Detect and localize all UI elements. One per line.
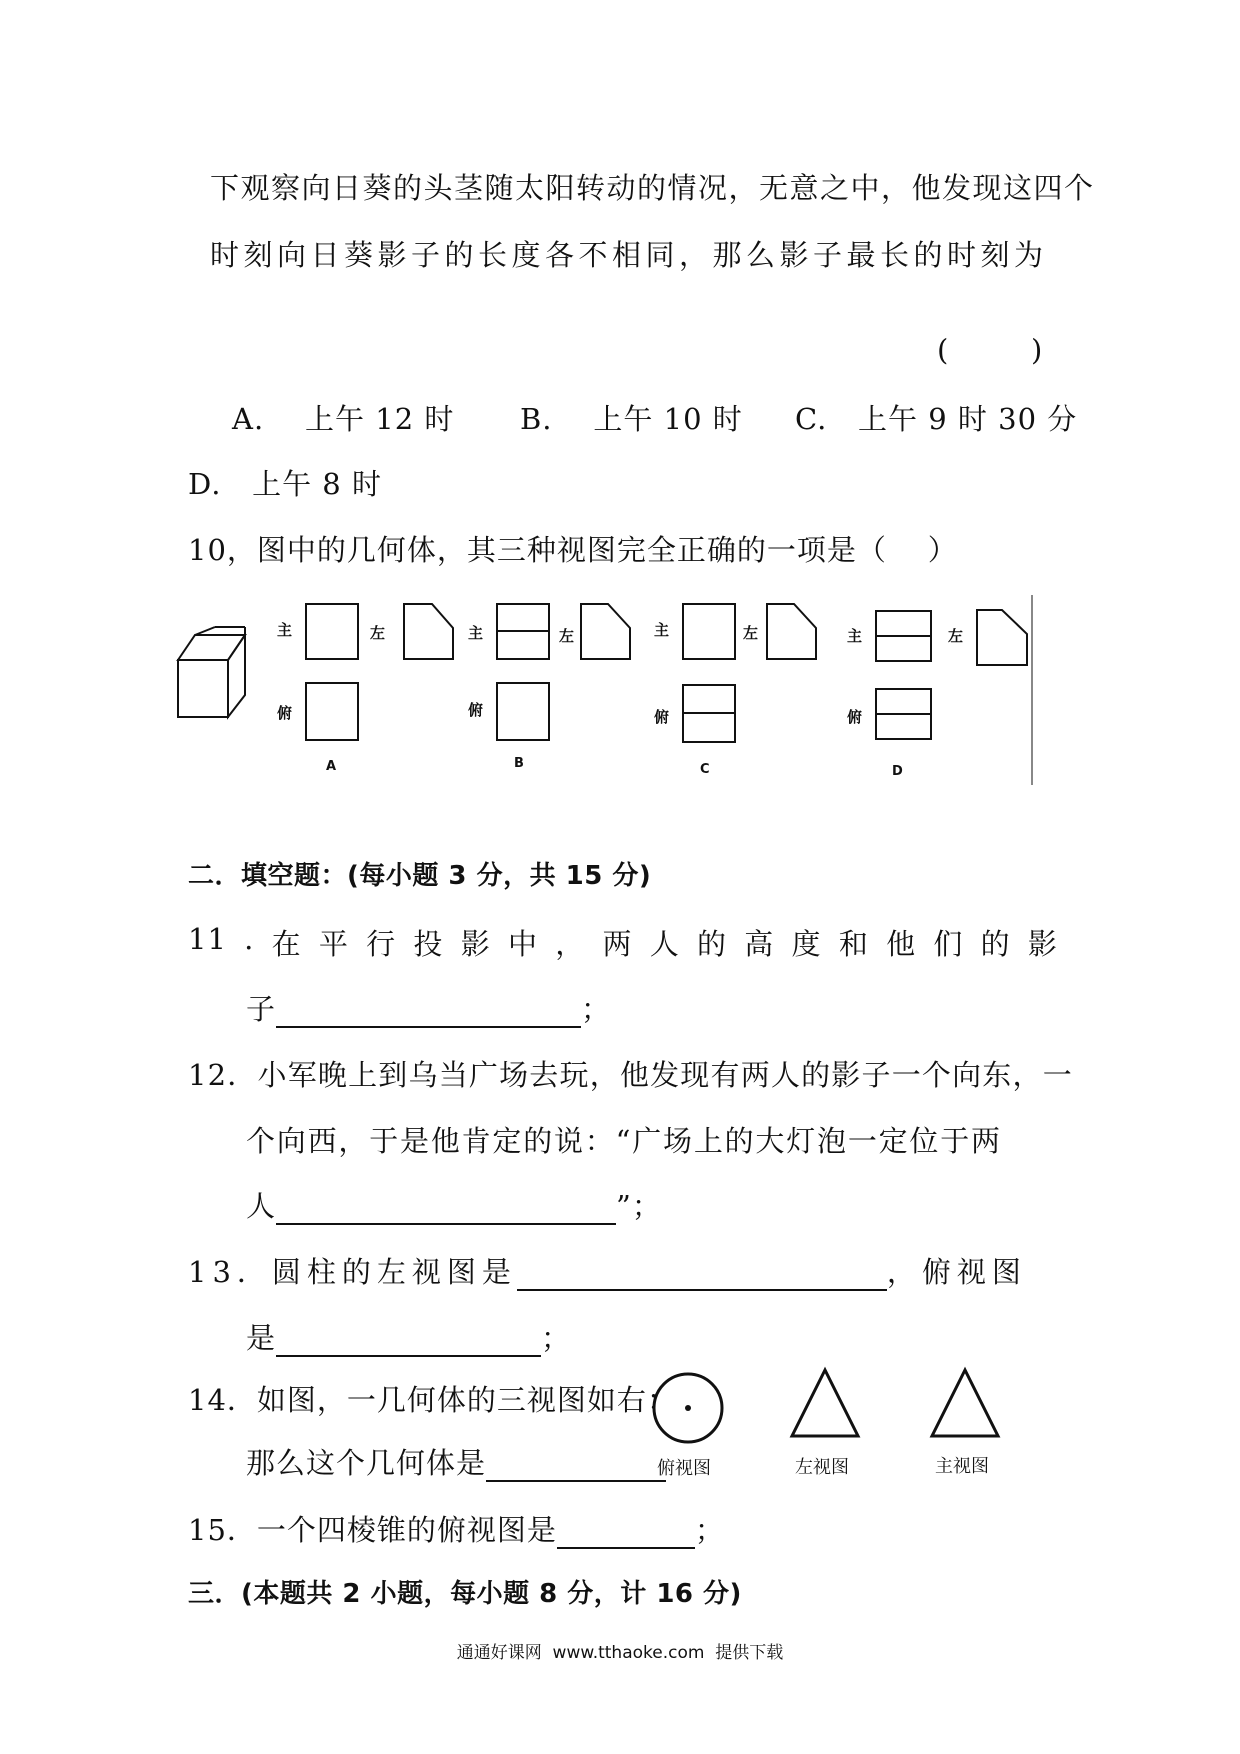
option-c-top-label: 俯 bbox=[654, 708, 670, 726]
option-b-left-label: 左 bbox=[559, 627, 575, 645]
option-a-top-view bbox=[306, 683, 358, 740]
footer-credit: 通通好课网 www.tthaoke.com 提供下载 bbox=[456, 1643, 784, 1663]
option-d-front-view bbox=[876, 611, 931, 661]
q9-line2: 时刻向日葵影子的长度各不相同，那么影子最长的时刻为 bbox=[210, 238, 1048, 272]
option-d-letter: D bbox=[892, 764, 903, 779]
left-view-label: 左视图 bbox=[795, 1457, 849, 1478]
option-d-front-label: 主 bbox=[847, 627, 863, 645]
q13-line1: 13．圆柱的左视图是 ，俯视图 bbox=[188, 1255, 1027, 1289]
option-c-top-view bbox=[683, 685, 735, 742]
option-c-front-view bbox=[683, 604, 735, 659]
q14-line1: 14．如图，一几何体的三视图如右： bbox=[188, 1383, 677, 1417]
section-2-title: 二．填空题：(每小题 3 分，共 15 分) bbox=[188, 861, 652, 891]
top-view-label: 俯视图 bbox=[657, 1458, 711, 1479]
q15-line: 15．一个四棱锥的俯视图是 ； bbox=[188, 1513, 725, 1547]
option-a-front-label: 主 bbox=[277, 621, 293, 639]
option-b-top-label: 俯 bbox=[468, 701, 484, 719]
q9-option-c: C. 上午 9 时 30 分 bbox=[795, 402, 1078, 436]
option-c-left-label: 左 bbox=[743, 624, 759, 642]
q15-answer-blank[interactable] bbox=[557, 1517, 695, 1549]
q9-option-b: B. 上午 10 时 bbox=[520, 402, 743, 436]
q11-line1: 11 . 在 平 行 投 影 中 ， 两 人 的 高 度 和 他 们 的 影 bbox=[188, 922, 1058, 961]
solid-figure bbox=[178, 627, 245, 717]
q12-line3: 人 ”； bbox=[246, 1189, 662, 1223]
option-a-left-label: 左 bbox=[370, 624, 386, 642]
q10-text: 10，图中的几何体，其三种视图完全正确的一项是（ ） bbox=[188, 533, 958, 567]
front-view-triangle bbox=[932, 1370, 998, 1436]
option-a-left-view bbox=[404, 604, 453, 659]
option-d-top-label: 俯 bbox=[847, 708, 863, 726]
q12-line1: 12．小军晚上到乌当广场去玩，他发现有两人的影子一个向东，一 bbox=[188, 1058, 1073, 1092]
q14-line2: 那么这个几何体是 bbox=[246, 1441, 666, 1482]
q14-answer-blank[interactable] bbox=[486, 1450, 666, 1482]
option-b-left-view bbox=[581, 604, 630, 659]
option-b-front-view bbox=[497, 604, 549, 659]
section-3-title: 三．(本题共 2 小题，每小题 8 分，计 16 分) bbox=[188, 1579, 742, 1609]
q11-line2: 子 ； bbox=[246, 992, 612, 1026]
option-d-left-view bbox=[977, 610, 1027, 665]
q9-option-d: D. 上午 8 时 bbox=[188, 467, 382, 501]
option-a-top-label: 俯 bbox=[277, 704, 293, 722]
q11-answer-blank[interactable] bbox=[276, 996, 581, 1028]
left-view-triangle bbox=[792, 1370, 858, 1436]
q9-answer-paren: ( ) bbox=[937, 333, 1044, 367]
front-view-label: 主视图 bbox=[935, 1456, 989, 1477]
q14-three-views-figure bbox=[645, 1360, 1015, 1480]
option-a-front-view bbox=[306, 604, 358, 659]
option-c-front-label: 主 bbox=[654, 621, 670, 639]
option-b-front-label: 主 bbox=[468, 624, 484, 642]
q13-answer-blank-1[interactable] bbox=[517, 1259, 887, 1291]
q12-answer-blank[interactable] bbox=[276, 1193, 616, 1225]
q13-line2: 是 ； bbox=[246, 1321, 572, 1355]
option-d-top-view bbox=[876, 689, 931, 739]
option-d-left-label: 左 bbox=[948, 627, 964, 645]
q13-answer-blank-2[interactable] bbox=[276, 1325, 541, 1357]
q10-views-figure bbox=[170, 585, 1040, 790]
option-c-letter: C bbox=[700, 762, 710, 777]
option-b-top-view bbox=[497, 683, 549, 740]
option-c-left-view bbox=[767, 604, 816, 659]
top-view-center-dot bbox=[685, 1405, 691, 1411]
option-a-letter: A bbox=[326, 759, 337, 774]
q12-line2: 个向西，于是他肯定的说：“广场上的大灯泡一定位于两 bbox=[246, 1124, 1002, 1158]
option-b-letter: B bbox=[514, 756, 524, 771]
q9-line1: 下观察向日葵的头茎随太阳转动的情况，无意之中，他发现这四个 bbox=[210, 171, 1095, 205]
q9-option-a: A. 上午 12 时 bbox=[232, 402, 455, 436]
